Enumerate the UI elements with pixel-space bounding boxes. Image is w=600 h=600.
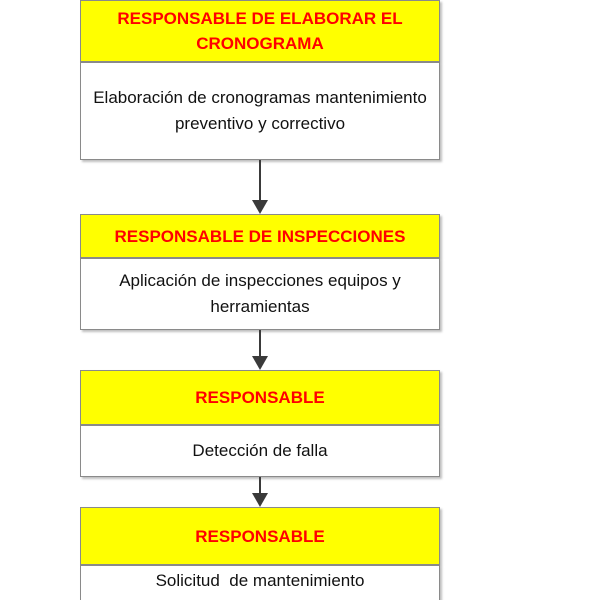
step-4-body [80, 565, 440, 600]
step-3-header-label: RESPONSABLE [195, 388, 325, 407]
step-1-header-label: RESPONSABLE DE ELABORAR EL CRONOGRAMA [117, 9, 403, 53]
arrow-down-icon [251, 330, 269, 370]
step-3-header [80, 370, 440, 425]
step-1-body [80, 62, 440, 160]
step-2-header [80, 214, 440, 258]
step-1-body-text: Elaboración de cronogramas mantenimiento preventivo y correctivo [93, 88, 427, 133]
arrow-down-icon [251, 160, 269, 214]
step-2-body-text: Aplicación de inspecciones equipos y herramientas [119, 271, 401, 316]
step-3-body-text: Detección de falla [192, 441, 328, 460]
step-4-header-label: RESPONSABLE [195, 526, 325, 546]
step-3-body [80, 425, 440, 477]
step-4-header [80, 507, 440, 565]
step-1-header [80, 0, 440, 62]
step-2-header-label: RESPONSABLE DE INSPECCIONES [114, 226, 406, 246]
arrow-down-icon [251, 477, 269, 507]
step-2-body [80, 258, 440, 330]
step-4-body-text: Solicitud de mantenimiento [155, 571, 365, 590]
